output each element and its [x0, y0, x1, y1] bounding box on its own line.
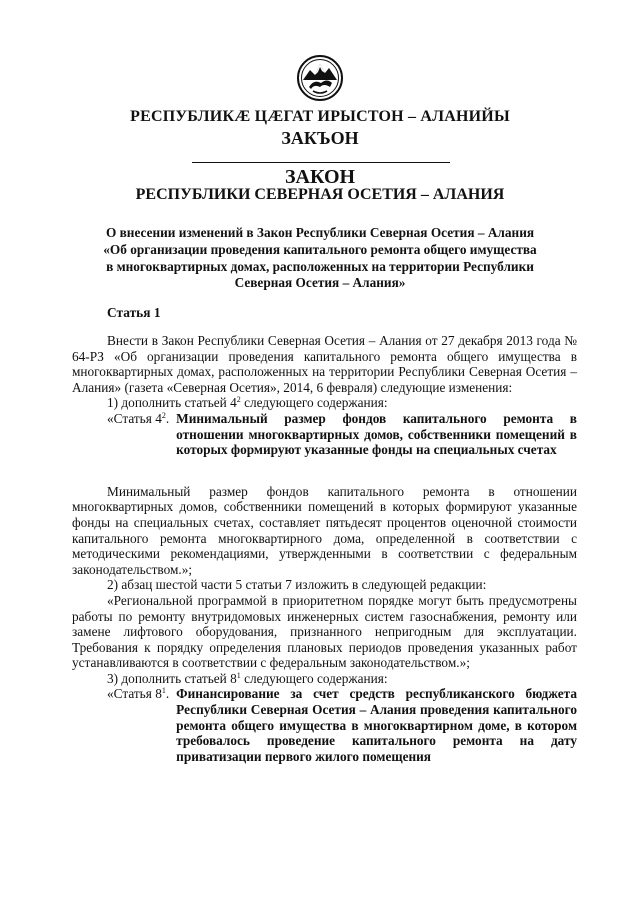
article-8-1-label — [107, 686, 176, 702]
article-4-2-label-after: . — [165, 410, 170, 426]
article-4-2-label-before: «Статья 4 — [107, 410, 162, 426]
article-4-2-superscript: 2 — [161, 410, 166, 420]
document-body — [72, 333, 577, 764]
item-2: 2) абзац шестой части 5 статьи 7 изложить в следующей редакции: — [107, 577, 487, 593]
article-8-1-label-before: «Статья 8 — [107, 686, 162, 702]
intro-paragraph: Внести в Закон Республики Северная Осетия – Алания от 27 декабря 2013 года № 64-РЗ «Об организации проведения капитального ремонта общего имущества в многоквартирных домах, расположенных на территории Республики Северная Осетия – Алания» (газета «Северная Осетия», 2014, 6 февраля) следующие изменения: — [72, 333, 577, 395]
article-heading: Статья 1 — [107, 305, 161, 320]
article-4-2-label — [107, 411, 176, 427]
article-4-2-title: Минимальный размер фондов капитального ремонта в отношении многоквартирных домов, собственники помещений в которых формируют указанные фонды на специальных счетах — [176, 410, 577, 458]
item-3 — [72, 671, 577, 687]
coat-of-arms-emblem — [296, 54, 344, 102]
item-1 — [72, 395, 577, 411]
item-3-superscript: 1 — [236, 670, 241, 680]
republic-name-ossetian: РЕСПУБЛИКӔ ЦӔГАТ ИРЫСТОН – АЛАНИЙЫ — [130, 108, 510, 125]
article-8-1-heading — [72, 686, 577, 764]
paragraph-gap — [72, 458, 577, 484]
item-1-text-after: следующего содержания: — [240, 395, 388, 411]
item-1-text-before: 1) дополнить статьей 4 — [107, 395, 237, 411]
article-4-2-text: Минимальный размер фондов капитального ремонта в отношении многоквартирных домов, собственники помещений в которых формируют указанные фонды на специальных счетах, составляет пятьдесят процентов оценочной стоимости капитального ремонта многоквартирного дома, определенной в соответствии с методическими рекомендациями, утвержденными в соответствии с федеральным законодательством.»; — [72, 483, 577, 577]
item-1-superscript: 2 — [236, 395, 241, 405]
republic-name-russian: РЕСПУБЛИКИ СЕВЕРНАЯ ОСЕТИЯ – АЛАНИЯ — [135, 186, 505, 203]
law-word-ossetian: ЗАКЪОН — [281, 128, 359, 148]
item-2-text: «Региональной программой в приоритетном порядке могут быть предусмотрены работы по ремонту внутридомовых инженерных систем газоснабжения, ремонту или замене лифтового оборудования, признанного непригодным для эксплуатации. Требования к порядку определения плановых периодов проведения указанных работ устанавливаются в соответствии с федеральным законодательством.»; — [72, 592, 577, 671]
article-8-1-superscript: 1 — [161, 686, 166, 696]
article-8-1-title: Финансирование за счет средств республиканского бюджета Республики Северная Осетия – Алания проведения капитального ремонта общего имущества в многоквартирном доме, в котором требовалось проведение капитального ремонта на дату приватизации первого жилого помещения — [176, 686, 577, 764]
law-title: ЗАКОН — [284, 166, 356, 188]
law-subject: О внесении изменений в Закон Республики Северная Осетия – Алания «Об организации проведения капитального ремонта общего имущества в многоквартирных домах, расположенных на территории Республики Северная Осетия – Алания» — [103, 225, 537, 291]
item-3-text-after: следующего содержания: — [240, 670, 388, 686]
article-8-1-label-after: . — [165, 686, 170, 702]
article-4-2-heading — [72, 411, 577, 458]
item-3-text-before: 3) дополнить статьей 8 — [107, 670, 237, 686]
header-divider — [192, 162, 450, 163]
